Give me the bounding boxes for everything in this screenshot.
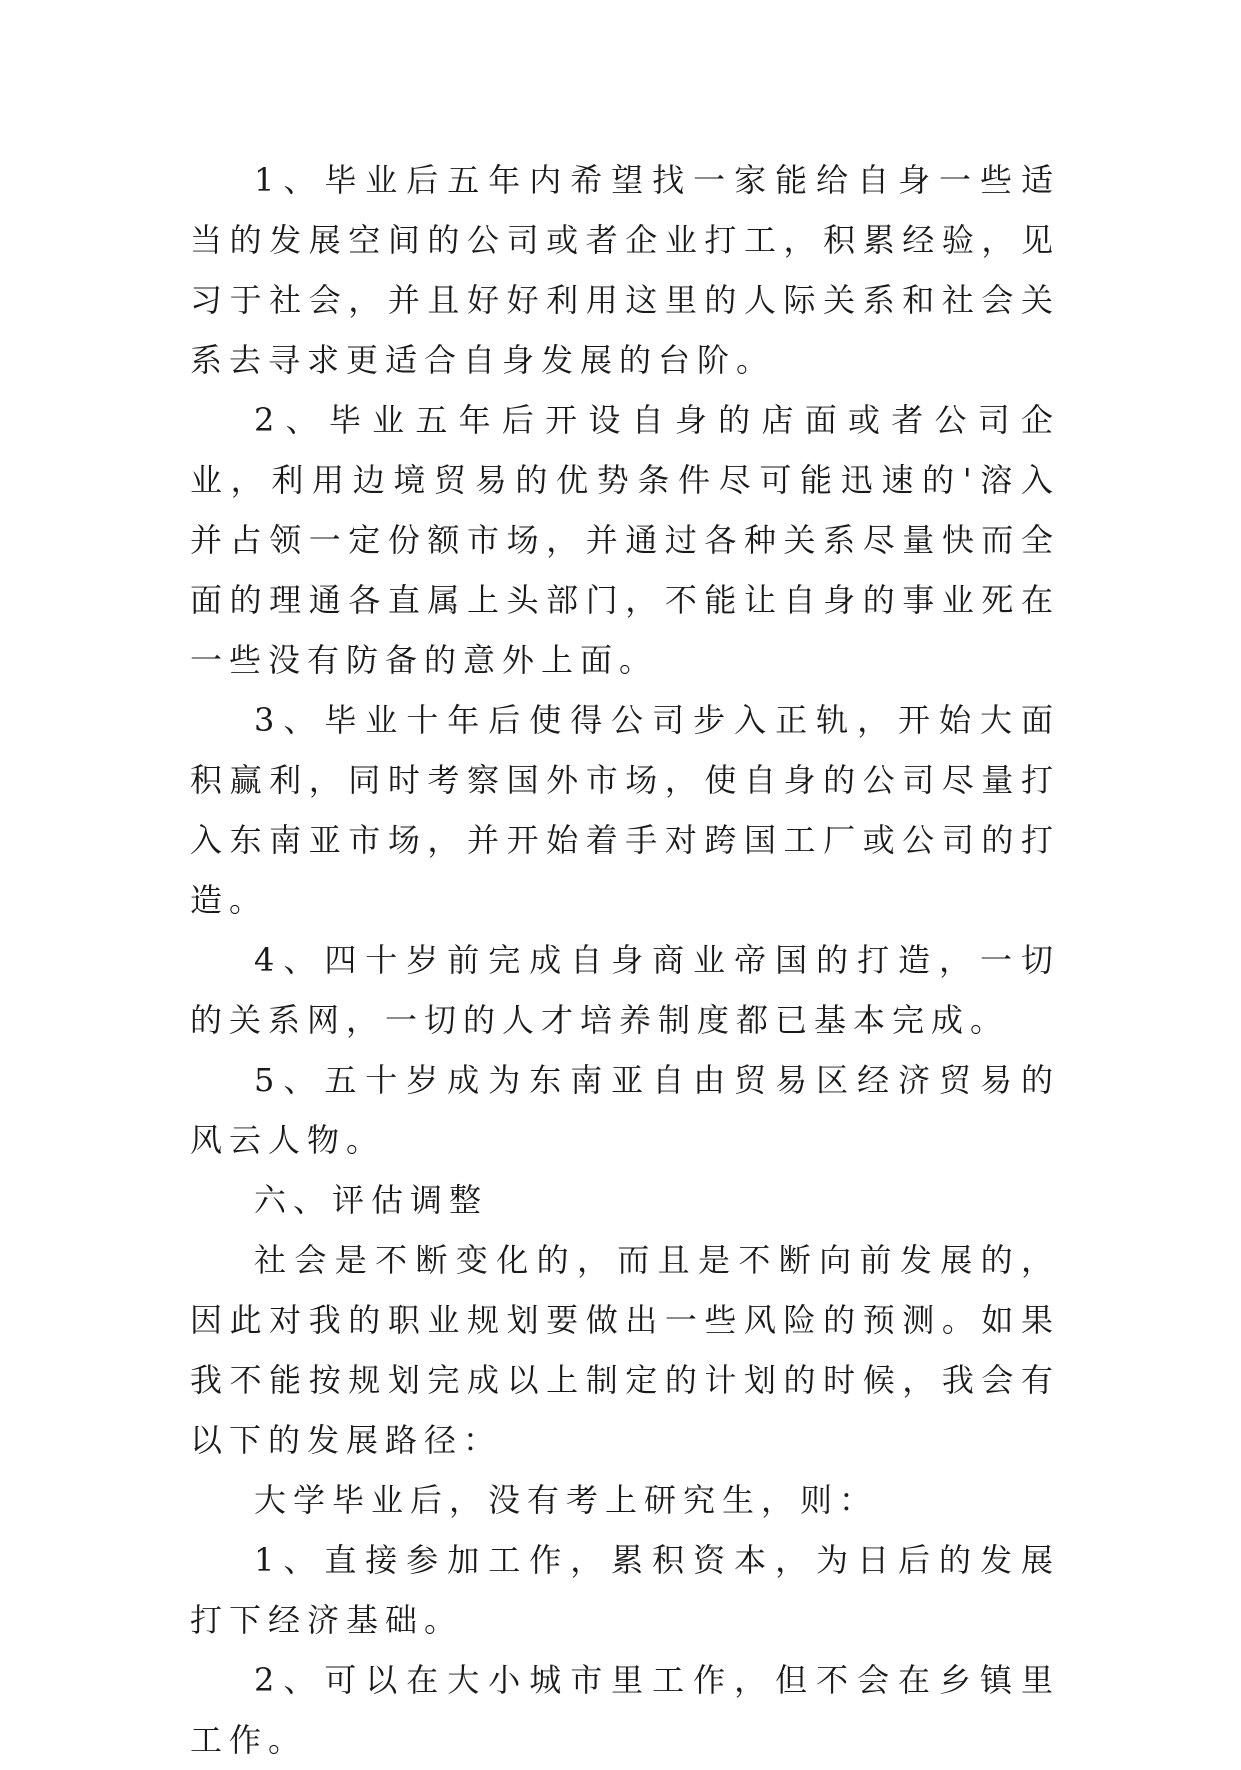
document-body [190, 150, 1060, 1770]
paragraph-no-graduate-school: 大学毕业后，没有考上研究生，则： [254, 1481, 879, 1519]
paragraph-plan-3: 3、毕业十年后使得公司步入正轨，开始大面积赢利，同时考察国外市场，使自身的公司尽量打入东南亚市场，并开始着手对跨国工厂或公司的打造。 [190, 701, 1060, 919]
paragraph-plan-1: 1、毕业后五年内希望找一家能给自身一些适当的发展空间的公司或者企业打工，积累经验，见习于社会，并且好好利用这里的人际关系和社会关系去寻求更适合自身发展的台阶。 [190, 161, 1060, 379]
paragraph-evaluation-intro: 社会是不断变化的，而且是不断向前发展的，因此对我的职业规划要做出一些风险的预测。如果我不能按规划完成以上制定的计划的时候，我会有以下的发展路径： [190, 1241, 1060, 1459]
paragraph-fallback-1: 1、直接参加工作，累积资本，为日后的发展打下经济基础。 [190, 1541, 1060, 1639]
paragraph-plan-2: 2、毕业五年后开设自身的店面或者公司企业，利用边境贸易的优势条件尽可能迅速的'溶入并占领一定份额市场，并通过各种关系尽量快而全面的理通各直属上头部门，不能让自身的事业死在一些没有防备的意外上面。 [190, 401, 1060, 679]
section-heading-evaluation: 六、评估调整 [254, 1181, 489, 1219]
paragraph-fallback-2: 2、可以在大小城市里工作，但不会在乡镇里工作。 [190, 1661, 1060, 1759]
paragraph-plan-4: 4、四十岁前完成自身商业帝国的打造，一切的关系网，一切的人才培养制度都已基本完成。 [190, 941, 1060, 1039]
paragraph-plan-5: 5、五十岁成为东南亚自由贸易区经济贸易的风云人物。 [190, 1061, 1060, 1159]
